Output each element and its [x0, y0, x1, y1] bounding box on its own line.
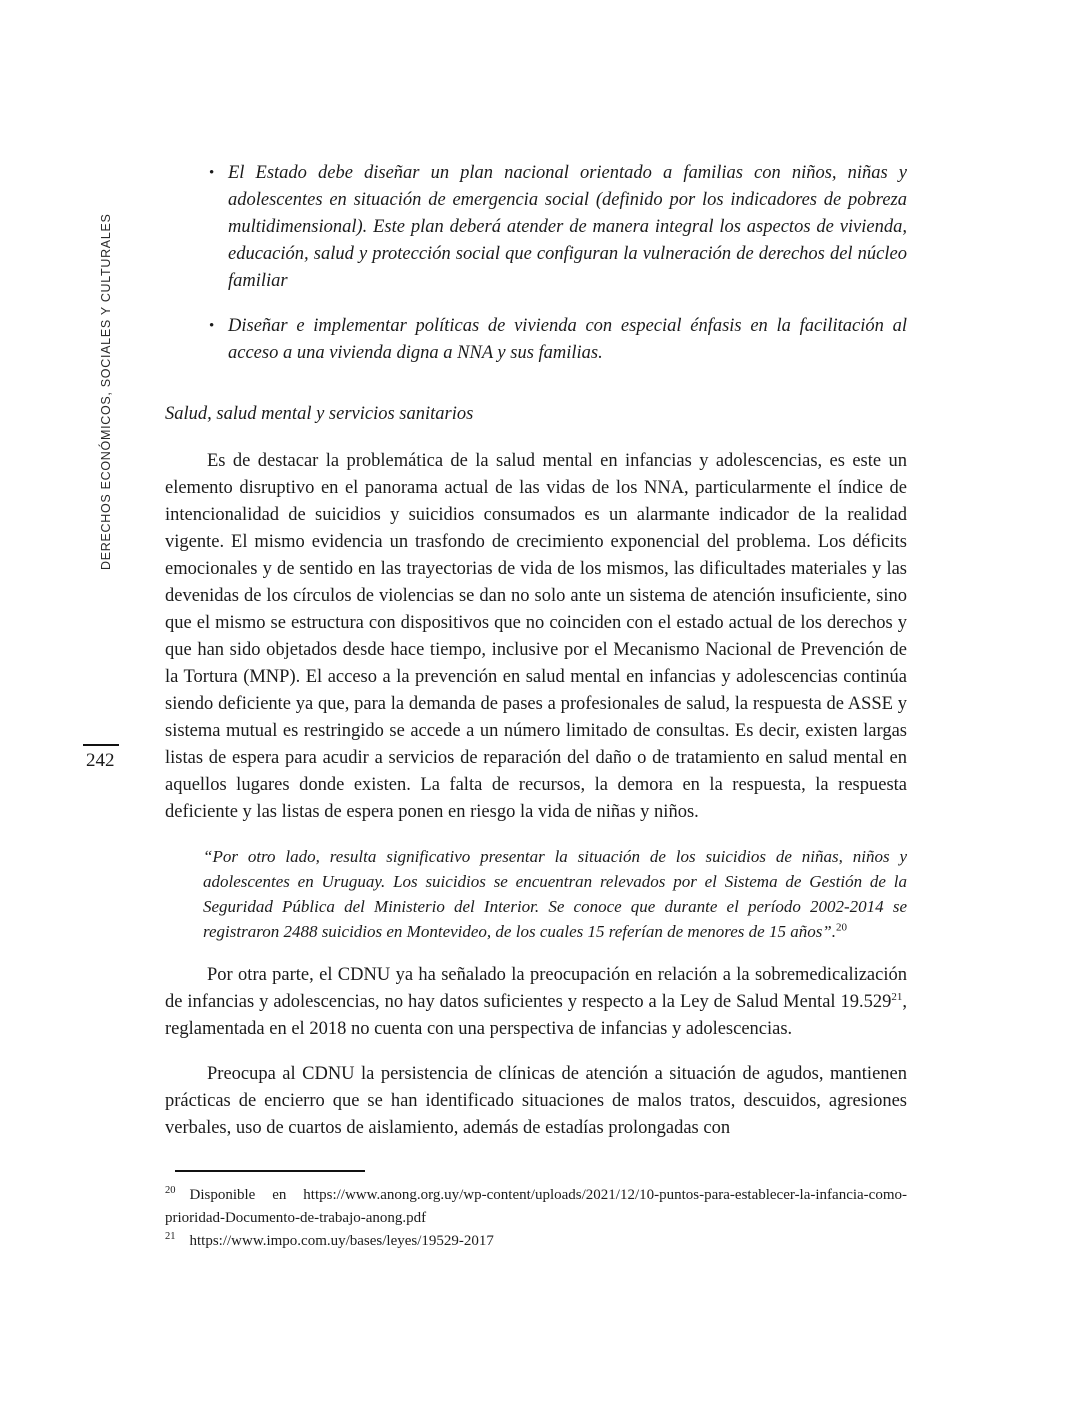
content-column [165, 160, 907, 1253]
bullet-icon: • [209, 318, 215, 334]
paragraph-cdnu-sobremedicalizacion [165, 962, 907, 1043]
page-number: 242 [83, 744, 119, 772]
section-heading: Salud, salud mental y servicios sanitarios [165, 404, 474, 424]
paragraph-text-after-ref: , reglamentada en el 2018 no cuenta con una perspectiva de infancias y adolescencias. [165, 992, 907, 1039]
paragraph-text-before-ref: Por otra parte, el CDNU ya ha señalado la preocupación en relación a la sobremedicalización de infancias y adolescencias, no hay datos suficientes y respecto a la Ley de Salud Mental 19.529 [165, 965, 907, 1012]
bullet-item [165, 160, 907, 295]
footnote [165, 1230, 907, 1253]
footnote-text: Disponible en https://www.anong.org.uy/wp-content/uploads/2021/12/10-puntos-para-establecer-la-infancia-como- prioridad-Documento-de-trabajo-anong.pdf [165, 1187, 907, 1226]
block-quote [203, 844, 907, 944]
bullet-text: El Estado debe diseñar un plan nacional orientado a familias con niños, niñas y adolescentes en situación de emergencia social (definido por los indicadores de pobreza multidimensional). Este plan deberá atender de manera integral los aspectos de vivienda, educación, salud y protección social que configuran la vulneración de derechos del núcleo familiar [228, 163, 907, 291]
sidebar-vertical-label: DERECHOS ECONÓMICOS, SOCIALES Y CULTURALES [99, 213, 113, 570]
footnote-rule [175, 1170, 365, 1172]
footnote [165, 1184, 907, 1230]
footnote-ref-20: 20 [836, 921, 848, 934]
bullet-item [165, 313, 907, 367]
footnote-number: 21 [165, 1231, 176, 1242]
footnote-text: https://www.impo.com.uy/bases/leyes/19529-2017 [189, 1233, 494, 1249]
footnote-ref-21: 21 [891, 990, 903, 1003]
bullet-text: Diseñar e implementar políticas de vivienda con especial énfasis en la facilitación al acceso a una vivienda digna a NNA y sus familias. [228, 316, 907, 363]
footnotes-section [165, 1170, 907, 1253]
paragraph-salud-mental: Es de destacar la problemática de la salud mental en infancias y adolescencias, es este un elemento disruptivo en el panorama actual de las vidas de los NNA, particularmente el índice de intencionalidad de suicidios y suicidios consumados es un alarmante indicador de la realidad vigente. El mismo evidencia un trasfondo de crecimiento exponencial del problema. Los déficits emocionales y de sentido en las trayectorias de vida de los mismos, las dificultades materiales y las devenidas de los círculos de violencias se dan no solo ante un sistema de atención insuficiente, sino que el mismo se estructura con dispositivos que no coinciden con el estado actual de los derechos y que han sido objetados desde hace tiempo, inclusive por el Mecanismo Nacional de Prevención de la Tortura (MNP). El acceso a la prevención en salud mental en infancias y adolescencias continúa siendo deficiente ya que, para la demanda de pases a profesionales de salud, la respuesta de ASSE y sistema mutual es restringido se accede a un número limitado de consultas. Es decir, existen largas listas de espera para acudir a servicios de reparación del daño o de tratamiento en salud mental en aquellos lugares donde existen. La falta de recursos, la demora en la respuesta, la respuesta deficiente y las listas de espera ponen en riesgo la vida de niñas y niños. [165, 451, 907, 822]
paragraph-cdnu-clinicas: Preocupa al CDNU la persistencia de clínicas de atención a situación de agudos, mantienen prácticas de encierro que se han identificado situaciones de malos tratos, descuidos, agresiones verbales, uso de cuartos de aislamiento, además de estadías prolongadas con [165, 1064, 907, 1138]
quote-text: “Por otro lado, resulta significativo presentar la situación de los suicidios de niñas, niños y adolescentes en Uruguay. Los suicidios se encuentran relevados por el Sistema de Gestión de la Seguridad Pública del Ministerio del Interior. Se conoce que durante el período 2002-2014 se registraron 2488 suicidios en Montevideo, de los cuales 15 referían de menores de 15 años”. [203, 847, 907, 941]
footnote-number: 20 [165, 1185, 176, 1196]
bullet-icon: • [209, 165, 215, 181]
